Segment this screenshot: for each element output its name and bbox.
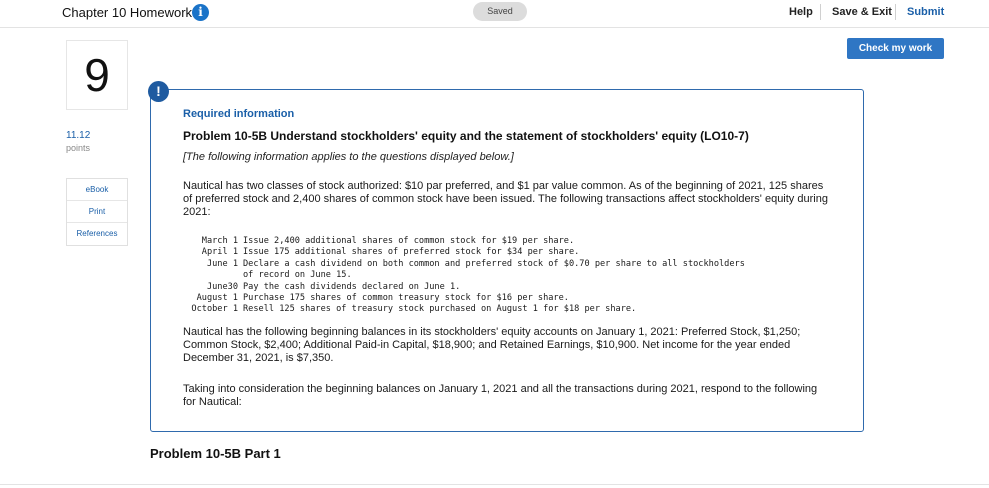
- transaction-date: March 1: [201, 236, 238, 246]
- saved-status-badge: Saved: [473, 2, 527, 21]
- transaction-date: August 1: [196, 293, 238, 304]
- balances-paragraph: Nautical has the following beginning balances in its stockholders' equity accounts on January 1, 2021: Preferred Stock, $1,250; Common Stock, $2,400; Additional Paid-in Capital, $18,900; and Retained Earnings, $10,900. Net income for the year ended December 31, 2021, is $7,350.: [183, 326, 801, 364]
- divider: [0, 484, 989, 485]
- applies-note: [The following information applies to the questions displayed below.]: [183, 151, 514, 163]
- transactions-list: [183, 236, 863, 316]
- points-label: points: [66, 143, 91, 153]
- divider: [820, 4, 821, 20]
- transaction-text: Resell 125 shares of treasury stock purchased on August 1 for $18 per share.: [243, 304, 637, 315]
- transaction-row: [183, 247, 863, 258]
- question-number-box: [66, 40, 128, 110]
- transaction-row: [183, 236, 863, 247]
- transaction-date: June 1: [206, 258, 238, 269]
- transaction-row: [183, 259, 863, 282]
- problem-title: Problem 10-5B Understand stockholders' equity and the statement of stockholders' equity (LO10-7): [183, 129, 749, 143]
- transaction-date: April 1: [201, 247, 238, 258]
- transaction-date: June30: [206, 281, 238, 292]
- transaction-text: Declare a cash dividend on both common and preferred stock of $0.70 per share to all stockholders of record on June 15.: [243, 258, 745, 281]
- submit-link[interactable]: Submit: [907, 6, 945, 18]
- points-value: 11.12: [66, 130, 91, 141]
- resources-panel: [66, 178, 128, 246]
- transaction-date: October 1: [191, 304, 238, 315]
- required-information-heading: Required information: [183, 108, 295, 120]
- transaction-row: [183, 304, 863, 315]
- transaction-text: Issue 175 additional shares of preferred stock for $34 per share.: [243, 247, 580, 258]
- print-link[interactable]: Print: [67, 201, 127, 223]
- divider: [895, 4, 896, 20]
- transaction-text: Pay the cash dividends declared on June 1.: [243, 281, 461, 292]
- intro-paragraph: Nautical has two classes of stock authorized: $10 par preferred, and $1 par value common. As of the beginning of 2021, 125 shares of preferred stock and 2,400 shares of common stock have been issued. The following transactions affect stockholders' equity during 2021:: [183, 180, 828, 218]
- check-my-work-button[interactable]: Check my work: [847, 38, 944, 59]
- transaction-row: [183, 293, 863, 304]
- ebook-link[interactable]: eBook: [67, 179, 127, 201]
- assignment-title: Chapter 10 Homework: [62, 5, 193, 20]
- save-exit-link[interactable]: Save & Exit: [832, 6, 892, 18]
- info-icon[interactable]: i: [192, 4, 209, 21]
- question-number: 9: [84, 49, 110, 101]
- transaction-text: Purchase 175 shares of common treasury stock for $16 per share.: [243, 293, 569, 304]
- instructions-paragraph: Taking into consideration the beginning balances on January 1, 2021 and all the transactions during 2021, respond to the following for Nautical:: [183, 383, 818, 408]
- part-heading: Problem 10-5B Part 1: [150, 446, 281, 461]
- alert-icon: !: [148, 81, 169, 102]
- references-link[interactable]: References: [76, 229, 118, 238]
- transaction-text: Issue 2,400 additional shares of common stock for $19 per share.: [243, 236, 575, 246]
- transaction-row: [183, 282, 863, 293]
- top-bar: [0, 0, 989, 28]
- help-link[interactable]: Help: [789, 6, 813, 18]
